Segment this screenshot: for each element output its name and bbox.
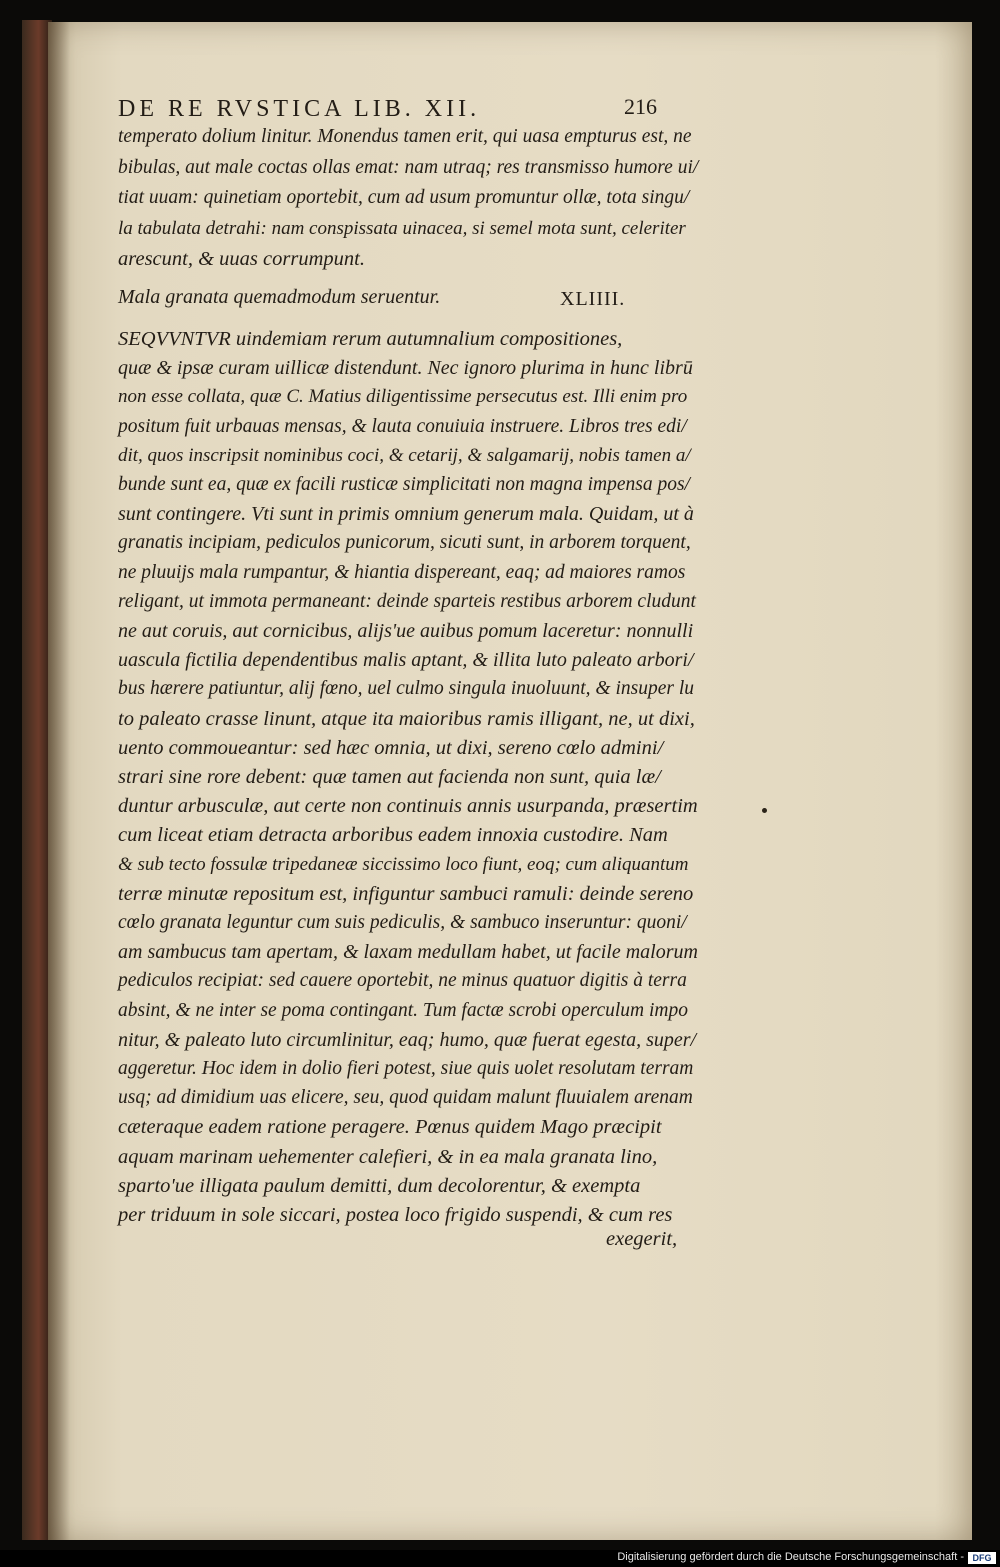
text-line: tiat uuam: quinetiam oportebit, cum ad usum promuntur ollæ, tota singu/ (118, 187, 690, 208)
text-line: dit, quos inscripsit nominibus coci, & cetarij, & salgamarij, nobis tamen a/ (118, 444, 691, 466)
text-line: temperato dolium linitur. Monendus tamen erit, qui uasa empturus est, ne (118, 126, 692, 147)
text-line: aquam marinam uehementer calefieri, & in ea mala granata lino, (118, 1145, 658, 1168)
text-line: non esse collata, quæ C. Matius diligentissime persecutus est. Illi enim pro (118, 386, 688, 408)
text-line: absint, & ne inter se poma contingant. Tum factæ scrobi operculum impo (118, 999, 688, 1021)
text-line: & sub tecto fossulæ tripedaneæ siccissimo loco fiunt, eoq; cum aliquantum (118, 853, 689, 875)
text-line: quæ & ipsæ curam uillicæ distendunt. Nec ignoro plurima in hunc librū (118, 357, 693, 380)
text-line: usq; ad dimidium uas elicere, seu, quod quidam malunt fluuialem arenam (118, 1087, 693, 1109)
text-line: bunde sunt ea, quæ ex facili rusticæ simplicitati non magna impensa pos/ (118, 474, 690, 495)
text-line: aggeretur. Hoc idem in dolio fieri potest, siue quis uolet resolutam terram (118, 1058, 694, 1079)
text-line: granatis incipiam, pediculos punicorum, sicuti sunt, in arborem torquent, (118, 532, 691, 554)
text-line: cœlo granata leguntur cum suis pediculis, & sambuco inseruntur: quoni/ (118, 912, 687, 933)
dfg-logo-icon: DFG (968, 1552, 996, 1564)
text-line: ne aut coruis, aut cornicibus, alijs'ue auibus pomum laceretur: nonnulli (118, 620, 694, 642)
text-line: positum fuit urbauas mensas, & lauta conuiuia instruere. Libros tres edi/ (118, 415, 687, 437)
text-line: strari sine rore debent: quæ tamen aut facienda non sunt, quia læ/ (118, 766, 661, 788)
text-line: nitur, & paleato luto circumlinitur, eaq; humo, quæ fuerat egesta, super/ (118, 1028, 697, 1051)
text-line: uento commoueantur: sed hæc omnia, ut dixi, sereno cœlo admini/ (118, 736, 664, 759)
catchword: exegerit, (606, 1228, 678, 1250)
folio-number: 216 (624, 94, 657, 119)
text-line: uascula fictilia dependentibus malis aptant, & illita luto paleato arbori/ (118, 649, 694, 672)
running-head: DE RE RVSTICA LIB. XII. (118, 96, 481, 122)
chapter-heading: Mala granata quemadmodum seruentur. (118, 286, 441, 308)
gutter-shadow (48, 22, 70, 1540)
text-line: duntur arbusculæ, aut certe non continuis annis usurpanda, præsertim (118, 795, 698, 818)
text-line: to paleato crasse linunt, atque ita maioribus ramis illigant, ne, ut dixi, (118, 707, 695, 730)
text-line: religant, ut immota permaneant: deinde sparteis restibus arborem cludunt (118, 590, 696, 612)
text-line: cæteraque eadem ratione peragere. Pœnus quidem Mago præcipit (118, 1116, 662, 1139)
text-line: terræ minutæ repositum est, infiguntur sambuci ramuli: deinde sereno (118, 882, 694, 905)
text-line: arescunt, & uuas corrumpunt. (118, 248, 365, 270)
text-line: pediculos recipiat: sed cauere oportebit, ne minus quatuor digitis à terra (118, 970, 687, 992)
text-line: SEQVVNTVR uindemiam rerum autumnalium compositiones, (118, 328, 623, 350)
text-line: ne pluuijs mala rumpantur, & hiantia dispereant, eaq; ad maiores ramos (118, 561, 686, 583)
footer-credit: Digitalisierung gefördert durch die Deutsche Forschungsgemeinschaft - (617, 1551, 964, 1563)
text-line: per triduum in sole siccari, postea loco frigido suspendi, & cum res (118, 1204, 673, 1226)
ink-speck (762, 808, 767, 813)
text-line: cum liceat etiam detracta arboribus eadem innoxia custodire. Nam (118, 824, 668, 847)
text-line: sparto'ue illigata paulum demitti, dum decolorentur, & exempta (118, 1174, 641, 1197)
chapter-number: XLIIII. (560, 288, 626, 310)
text-line: bibulas, aut male coctas ollas emat: nam utraq; res transmisso humore ui/ (118, 156, 699, 178)
text-line: bus hærere patiuntur, alij fœno, uel culmo singula inuoluunt, & insuper lu (118, 678, 694, 700)
text-line: la tabulata detrahi: nam conspissata uinacea, si semel mota sunt, celeriter (118, 217, 686, 239)
text-line: sunt contingere. Vti sunt in primis omnium generum mala. Quidam, ut à (118, 503, 694, 526)
text-line: am sambucus tam apertam, & laxam medullam habet, ut facile malorum (118, 941, 698, 964)
